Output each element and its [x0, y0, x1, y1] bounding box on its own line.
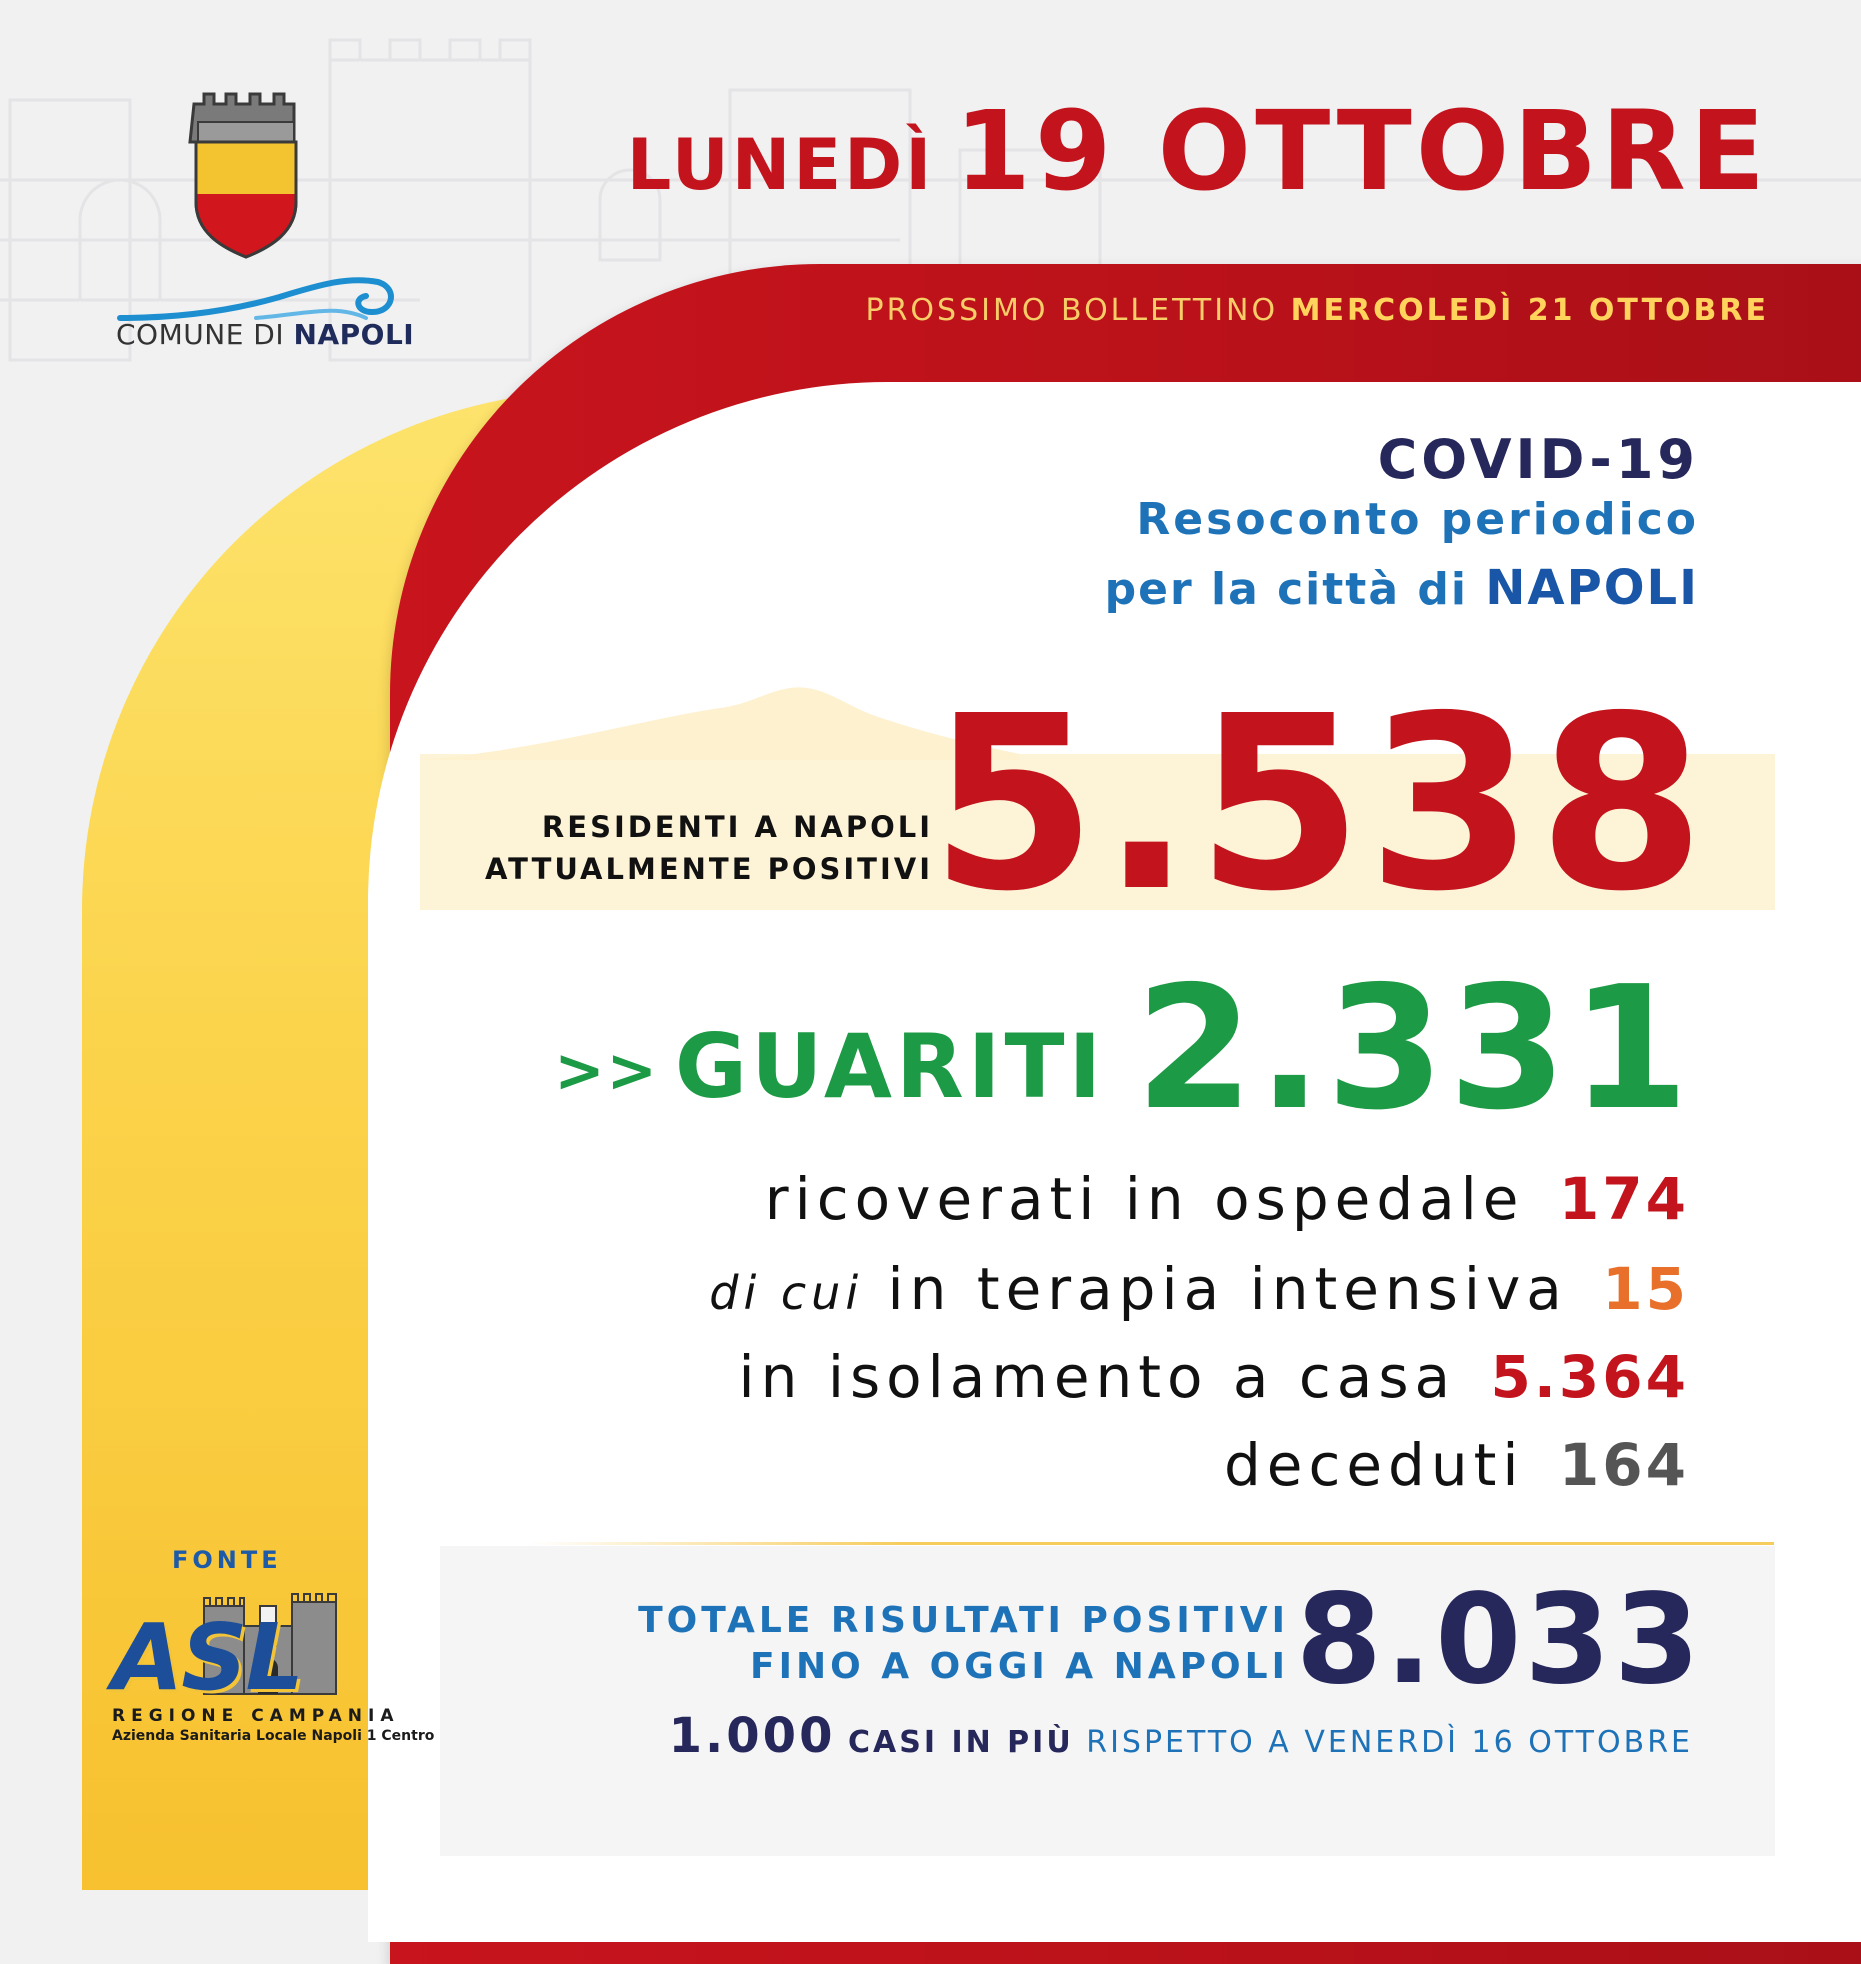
bulletin-date [626, 87, 1769, 215]
ricoverati-value: 174 [1558, 1165, 1689, 1233]
asl-azienda: Azienda Sanitaria Locale Napoli 1 Centro [112, 1728, 435, 1744]
deceduti-label: deceduti [1223, 1431, 1525, 1499]
diff-suffix: RISPETTO A VENERDÌ 16 OTTOBRE [1086, 1725, 1693, 1760]
napoli-crest-icon [186, 84, 306, 264]
bulletin-day: LUNEDÌ [626, 124, 935, 206]
comune-di-napoli-logo-text [116, 318, 414, 351]
source-label: FONTE [172, 1546, 282, 1574]
guariti-arrows-icon: >> [554, 1036, 659, 1106]
asl-region: REGIONE CAMPANIA [112, 1706, 400, 1726]
isolamento-value: 5.364 [1490, 1343, 1689, 1411]
logo-text-city: NAPOLI [293, 318, 415, 351]
bulletin-date-number: 19 OTTOBRE [954, 87, 1769, 215]
totale-value: 8.033 [1295, 1568, 1703, 1712]
positivi-label [485, 806, 933, 890]
title-city-line [1105, 560, 1699, 616]
terapia-prefix: di cui [709, 1266, 864, 1320]
positivi-label-line1: RESIDENTI A NAPOLI [541, 810, 933, 844]
logo-text-prefix: COMUNE DI [116, 318, 285, 351]
totale-label-line1: TOTALE RISULTATI POSITIVI [638, 1600, 1289, 1641]
next-bulletin-line [865, 293, 1770, 328]
diff-mid-text: CASI IN PIÙ [848, 1725, 1074, 1760]
diff-line [668, 1708, 1693, 1764]
title-city-prefix: per la città di [1104, 564, 1468, 615]
guariti-row [554, 950, 1693, 1148]
totale-label-line2: FINO A OGGI A NAPOLI [750, 1646, 1289, 1687]
terapia-row [709, 1255, 1689, 1323]
positivi-value: 5.538 [929, 664, 1709, 944]
deceduti-value: 164 [1558, 1431, 1689, 1499]
next-bulletin-prefix: PROSSIMO BOLLETTINO [865, 293, 1279, 328]
ricoverati-label: ricoverati in ospedale [764, 1165, 1525, 1233]
guariti-value: 2.331 [1135, 950, 1693, 1148]
divider-line [530, 1542, 1774, 1545]
title-city-name: NAPOLI [1485, 560, 1699, 616]
asl-logo: ASL [112, 1604, 303, 1711]
positivi-label-line2: ATTUALMENTE POSITIVI [484, 852, 933, 886]
title-covid: COVID-19 [1377, 428, 1699, 491]
diff-value: 1.000 [668, 1708, 836, 1764]
totale-label [638, 1598, 1289, 1690]
title-subtitle: Resoconto periodico [1136, 494, 1699, 545]
next-bulletin-date: MERCOLEDÌ 21 OTTOBRE [1290, 293, 1769, 328]
isolamento-row [738, 1343, 1689, 1411]
wave-icon [116, 268, 396, 324]
terapia-value: 15 [1602, 1255, 1689, 1323]
deceduti-row [1223, 1431, 1689, 1499]
ricoverati-row [764, 1165, 1689, 1233]
guariti-label: GUARITI [674, 1015, 1106, 1118]
isolamento-label: in isolamento a casa [738, 1343, 1457, 1411]
terapia-label: in terapia intensiva [887, 1255, 1568, 1323]
